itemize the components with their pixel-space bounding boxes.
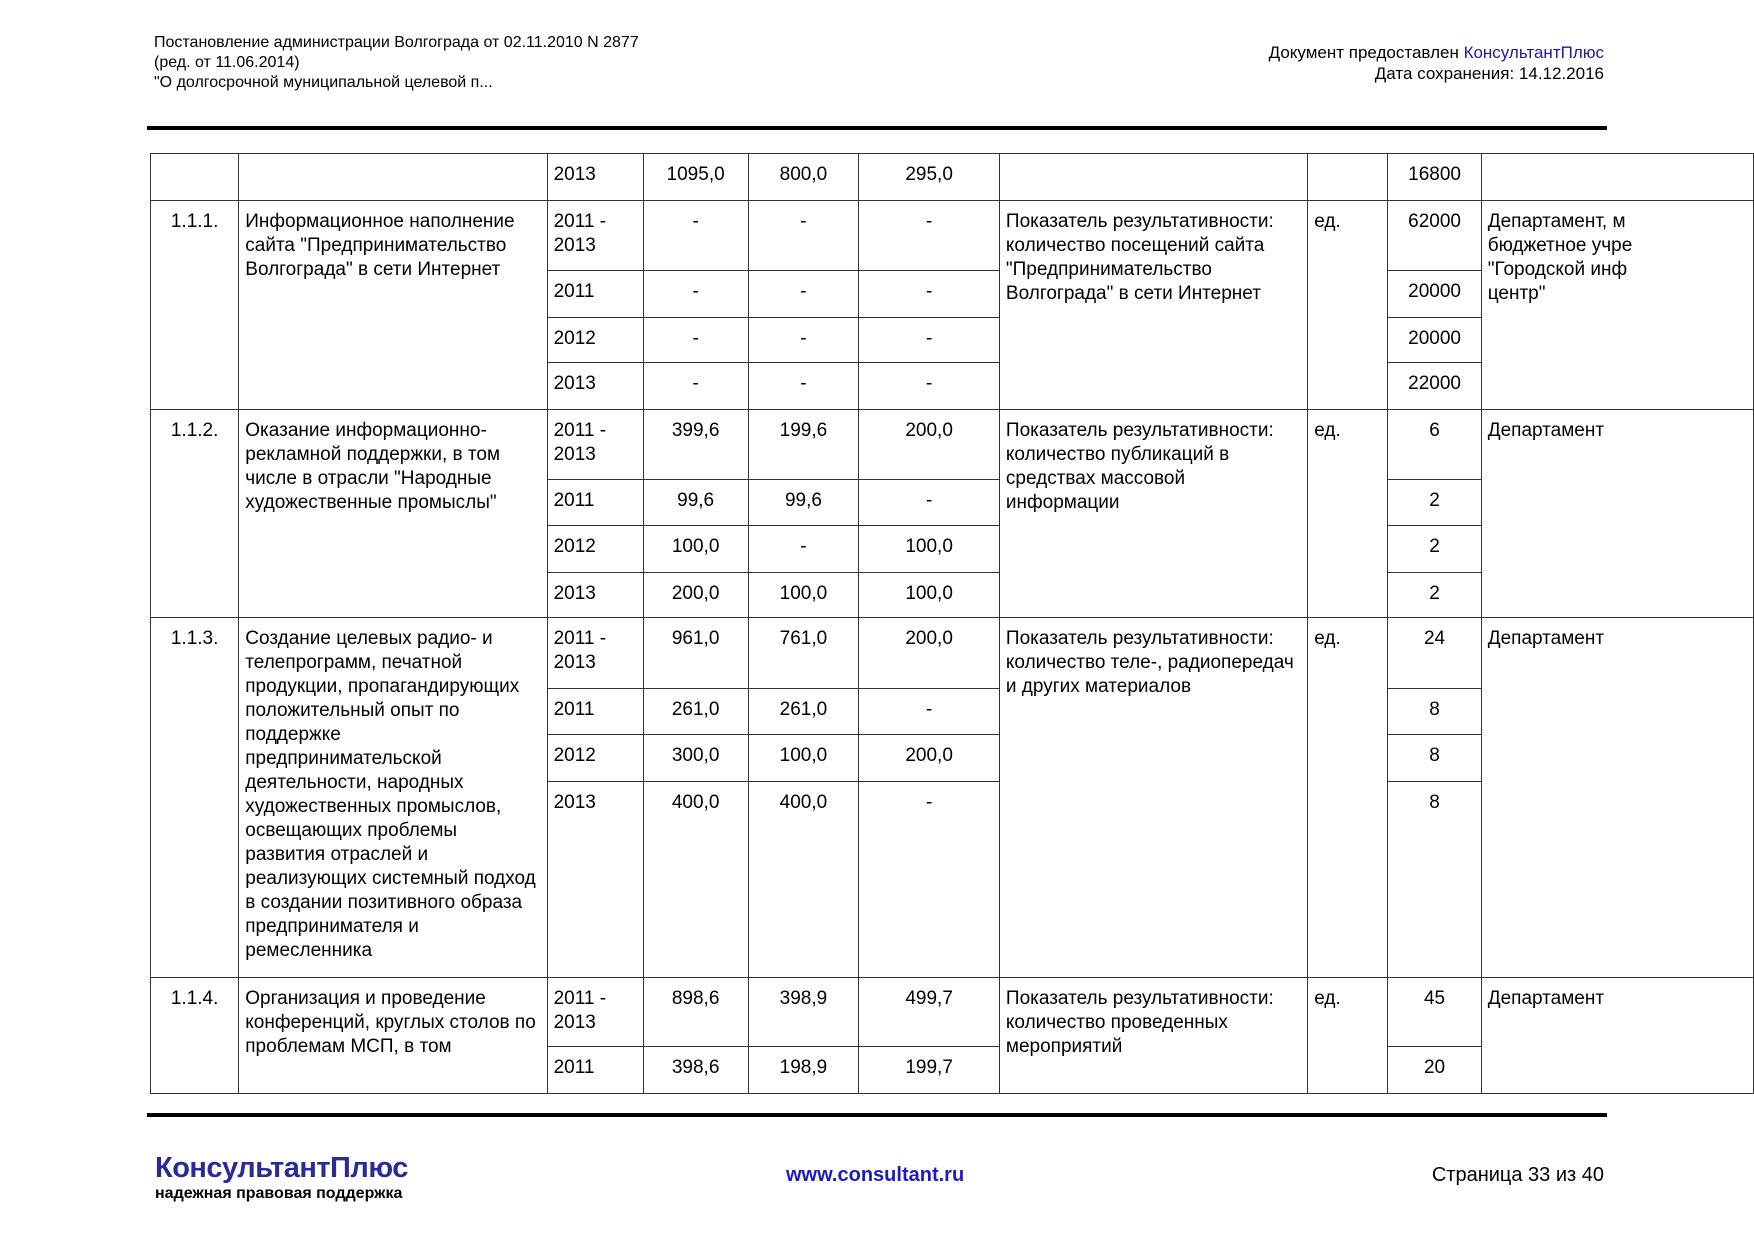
- federal-cost: -: [748, 201, 859, 271]
- federal-cost: 100,0: [748, 735, 859, 782]
- total-cost: -: [643, 271, 748, 318]
- unit: ед.: [1308, 201, 1388, 410]
- logo-brand: КонсультантПлюс: [155, 1152, 408, 1184]
- executor: [1481, 201, 1753, 410]
- table-row: [151, 201, 1754, 271]
- local-cost: 199,7: [859, 1047, 1000, 1094]
- total-cost: 300,0: [643, 735, 748, 782]
- local-cost: 499,7: [859, 978, 1000, 1047]
- executor: [1481, 618, 1753, 978]
- logo-tagline: надежная правовая поддержка: [155, 1185, 403, 1202]
- total-cost: 961,0: [643, 618, 748, 689]
- total-cost: -: [643, 201, 748, 271]
- unit: ед.: [1308, 618, 1388, 978]
- total-cost: 261,0: [643, 689, 748, 735]
- item-name: [239, 154, 547, 201]
- year: 2013: [547, 154, 643, 201]
- total-cost: 398,6: [643, 1047, 748, 1094]
- footer-divider: [147, 1113, 1607, 1117]
- item-number: 1.1.1.: [151, 201, 239, 410]
- indicator-value: 62000: [1388, 201, 1481, 271]
- indicator-value: 45: [1388, 978, 1481, 1047]
- doc-title-line: "О долгосрочной муниципальной целевой п...: [154, 74, 493, 91]
- total-cost: 100,0: [643, 526, 748, 573]
- header-divider: [147, 126, 1607, 130]
- federal-cost: 398,9: [748, 978, 859, 1047]
- indicator-value: 20: [1388, 1047, 1481, 1094]
- local-cost: -: [859, 480, 1000, 526]
- doc-title-line: (ред. от 11.06.2014): [154, 54, 300, 71]
- website-link[interactable]: www.consultant.ru: [786, 1164, 965, 1186]
- item-name: Информационное наполнение сайта "Предпринимательство Волгограда" в сети Интернет: [239, 201, 547, 410]
- total-cost: 1095,0: [643, 154, 748, 201]
- federal-cost: 198,9: [748, 1047, 859, 1094]
- local-cost: 200,0: [859, 735, 1000, 782]
- provider-link[interactable]: КонсультантПлюс: [1463, 43, 1604, 62]
- indicator-value: 22000: [1388, 363, 1481, 410]
- federal-cost: 199,6: [748, 410, 859, 480]
- total-cost: 399,6: [643, 410, 748, 480]
- indicator-value: 2: [1388, 480, 1481, 526]
- executor: [1481, 154, 1753, 201]
- executor-line: центр": [1487, 283, 1546, 304]
- year: 2011: [547, 480, 643, 526]
- indicator: Показатель результативности: количество посещений сайта "Предпринимательство Волгограда" в сети Интернет: [999, 201, 1307, 410]
- local-cost: -: [859, 782, 1000, 978]
- page-number: Страница 33 из 40: [1431, 1164, 1604, 1186]
- year: 2011: [547, 689, 643, 735]
- indicator-value: 8: [1388, 782, 1481, 978]
- year: 2013: [547, 782, 643, 978]
- executor: [1481, 410, 1753, 618]
- local-cost: -: [859, 271, 1000, 318]
- federal-cost: -: [748, 271, 859, 318]
- year: 2011 - 2013: [547, 201, 643, 271]
- local-cost: 100,0: [859, 526, 1000, 573]
- item-number: 1.1.3.: [151, 618, 239, 978]
- local-cost: 295,0: [859, 154, 1000, 201]
- table-row: [151, 410, 1754, 480]
- year: 2011: [547, 271, 643, 318]
- doc-title-line: Постановление администрации Волгограда от 02.11.2010 N 2877: [154, 34, 639, 51]
- indicator-value: 20000: [1388, 318, 1481, 363]
- executor-line: Департамент: [1487, 988, 1605, 1009]
- consultant-logo: [155, 1152, 408, 1204]
- indicator: [999, 154, 1307, 201]
- provider-info: [1269, 42, 1604, 84]
- unit: [1308, 154, 1388, 201]
- indicator-value: 8: [1388, 735, 1481, 782]
- executor-line: Департамент: [1487, 420, 1605, 441]
- document-title: [154, 33, 639, 93]
- year: 2011 - 2013: [547, 410, 643, 480]
- save-date: Дата сохранения: 14.12.2016: [1374, 64, 1604, 83]
- program-table: [150, 153, 1754, 1094]
- item-number: 1.1.2.: [151, 410, 239, 618]
- federal-cost: 99,6: [748, 480, 859, 526]
- table-row: [151, 154, 1754, 201]
- year: 2013: [547, 363, 643, 410]
- indicator: Показатель результативности: количество проведенных мероприятий: [999, 978, 1307, 1094]
- year: 2011 - 2013: [547, 618, 643, 689]
- total-cost: 898,6: [643, 978, 748, 1047]
- executor-line: Департамент: [1487, 628, 1605, 649]
- total-cost: 400,0: [643, 782, 748, 978]
- indicator-value: 8: [1388, 689, 1481, 735]
- total-cost: -: [643, 363, 748, 410]
- federal-cost: 100,0: [748, 573, 859, 618]
- table-row: [151, 978, 1754, 1047]
- total-cost: 99,6: [643, 480, 748, 526]
- indicator: Показатель результативности: количество публикаций в средствах массовой информации: [999, 410, 1307, 618]
- local-cost: 100,0: [859, 573, 1000, 618]
- indicator-value: 24: [1388, 618, 1481, 689]
- local-cost: 200,0: [859, 618, 1000, 689]
- indicator-value: 16800: [1388, 154, 1481, 201]
- year: 2011 - 2013: [547, 978, 643, 1047]
- local-cost: -: [859, 201, 1000, 271]
- year: 2012: [547, 735, 643, 782]
- federal-cost: -: [748, 526, 859, 573]
- federal-cost: -: [748, 318, 859, 363]
- item-name: Оказание информационно-рекламной поддержки, в том числе в отрасли "Народные художественные промыслы": [239, 410, 547, 618]
- executor-line: бюджетное учре: [1487, 235, 1633, 256]
- executor-line: "Городской инф: [1487, 259, 1628, 280]
- provided-label: Документ предоставлен: [1268, 43, 1464, 62]
- table-row: [151, 618, 1754, 689]
- local-cost: -: [859, 318, 1000, 363]
- federal-cost: 761,0: [748, 618, 859, 689]
- year: 2013: [547, 573, 643, 618]
- executor-line: Департамент, м: [1487, 211, 1626, 232]
- item-name: Создание целевых радио- и телепрограмм, печатной продукции, пропагандирующих положительный опыт по поддержке предпринимательской деятельности, народных художественных промыслов, освещающих проблемы развития отраслей и реализующих системный подход в создании позитивного образа предпринимателя и ремесленника: [239, 618, 547, 978]
- indicator-value: 20000: [1388, 271, 1481, 318]
- year: 2012: [547, 526, 643, 573]
- local-cost: 200,0: [859, 410, 1000, 480]
- year: 2011: [547, 1047, 643, 1094]
- item-name: Организация и проведение конференций, круглых столов по проблемам МСП, в том: [239, 978, 547, 1094]
- total-cost: -: [643, 318, 748, 363]
- federal-cost: 261,0: [748, 689, 859, 735]
- item-number: [151, 154, 239, 201]
- indicator-value: 2: [1388, 526, 1481, 573]
- unit: ед.: [1308, 978, 1388, 1094]
- indicator-value: 6: [1388, 410, 1481, 480]
- federal-cost: 400,0: [748, 782, 859, 978]
- indicator-value: 2: [1388, 573, 1481, 618]
- local-cost: -: [859, 689, 1000, 735]
- year: 2012: [547, 318, 643, 363]
- unit: ед.: [1308, 410, 1388, 618]
- executor: [1481, 978, 1753, 1094]
- indicator: Показатель результативности: количество теле-, радиопередач и других материалов: [999, 618, 1307, 978]
- federal-cost: 800,0: [748, 154, 859, 201]
- local-cost: -: [859, 363, 1000, 410]
- item-number: 1.1.4.: [151, 978, 239, 1094]
- federal-cost: -: [748, 363, 859, 410]
- total-cost: 200,0: [643, 573, 748, 618]
